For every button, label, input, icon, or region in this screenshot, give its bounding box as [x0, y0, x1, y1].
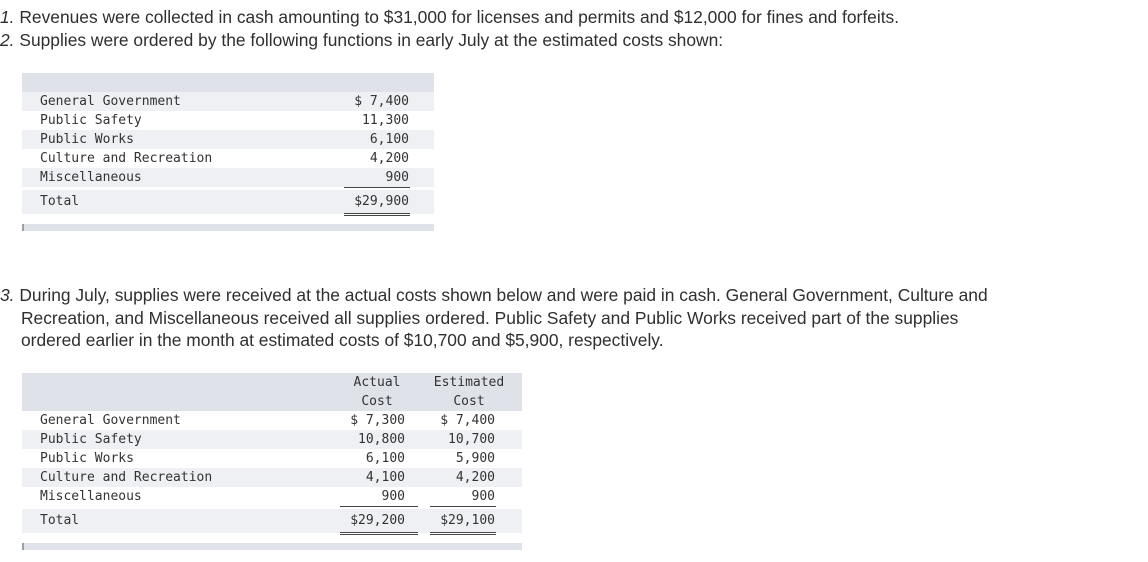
- table-header-band: [22, 73, 434, 92]
- table-row-label: Public Works: [40, 132, 134, 147]
- total-double-rule: [430, 532, 496, 533]
- table-row-estimated: 4,200: [455, 470, 495, 485]
- table-row-label: Miscellaneous: [40, 170, 142, 185]
- paragraph-1: [0, 6, 899, 29]
- paragraph-text: ordered earlier in the month at estimated costs of $10,700 and $5,900, respectively.: [21, 330, 664, 350]
- table-row-label: Public Works: [40, 451, 134, 466]
- total-estimated: $29,100: [440, 513, 495, 528]
- actual-vs-estimated-table: [22, 373, 522, 553]
- subtotal-rule: [430, 506, 496, 507]
- item-number: 2.: [0, 30, 15, 50]
- total-double-rule: [344, 213, 410, 214]
- table-row-value: 4,200: [369, 151, 409, 166]
- table-row-estimated: $ 7,400: [440, 413, 495, 428]
- paragraph-2: [0, 29, 723, 52]
- total-value: $29,900: [354, 194, 409, 209]
- table-row-value: 900: [385, 170, 409, 185]
- table-row-label: Public Safety: [40, 113, 142, 128]
- table-row-label: Culture and Recreation: [40, 470, 213, 485]
- paragraph-text: During July, supplies were received at the actual costs shown below and were paid in cash. General Government, Culture and: [14, 285, 988, 305]
- column-header-estimated: Cost: [453, 394, 485, 409]
- table-row-value: 11,300: [362, 113, 409, 128]
- total-double-rule: [340, 532, 418, 533]
- paragraph-text: Recreation, and Miscellaneous received all supplies ordered. Public Safety and Public Works received part of the supplies: [21, 307, 959, 328]
- table-row-value: $ 7,400: [354, 94, 409, 109]
- table-row-actual: 900: [381, 489, 405, 504]
- total-label: Total: [40, 194, 80, 209]
- table-row-label: Public Safety: [40, 432, 142, 447]
- table-row-label: Miscellaneous: [40, 489, 142, 504]
- table-row-label: General Government: [40, 413, 181, 428]
- estimated-costs-table: [22, 73, 434, 231]
- table-footer-band: [22, 543, 522, 550]
- column-header-actual: Actual: [353, 375, 401, 390]
- table-row-estimated: 900: [471, 489, 495, 504]
- table-row-actual: 6,100: [365, 451, 405, 466]
- subtotal-rule: [340, 506, 418, 507]
- paragraph-text: Revenues were collected in cash amounting to $31,000 for licenses and permits and $12,000 for fines and forfeits.: [14, 7, 900, 27]
- column-header-actual: Cost: [361, 394, 393, 409]
- table-row-estimated: 5,900: [455, 451, 495, 466]
- total-label: Total: [40, 513, 80, 528]
- paragraph-3: [0, 284, 988, 352]
- table-row-actual: 4,100: [365, 470, 405, 485]
- item-number: 3.: [0, 285, 15, 305]
- subtotal-rule: [344, 187, 410, 188]
- item-number: 1.: [0, 7, 15, 27]
- table-row-actual: $ 7,300: [350, 413, 405, 428]
- paragraph-text: Supplies were ordered by the following functions in early July at the estimated costs shown:: [14, 30, 724, 50]
- total-actual: $29,200: [350, 513, 405, 528]
- table-row-label: General Government: [40, 94, 181, 109]
- table-row-label: Culture and Recreation: [40, 151, 213, 166]
- table-row-estimated: 10,700: [448, 432, 495, 447]
- table-footer-band: [22, 224, 434, 231]
- column-header-estimated: Estimated: [433, 375, 505, 390]
- table-row-actual: 10,800: [358, 432, 405, 447]
- table-row-value: 6,100: [369, 132, 409, 147]
